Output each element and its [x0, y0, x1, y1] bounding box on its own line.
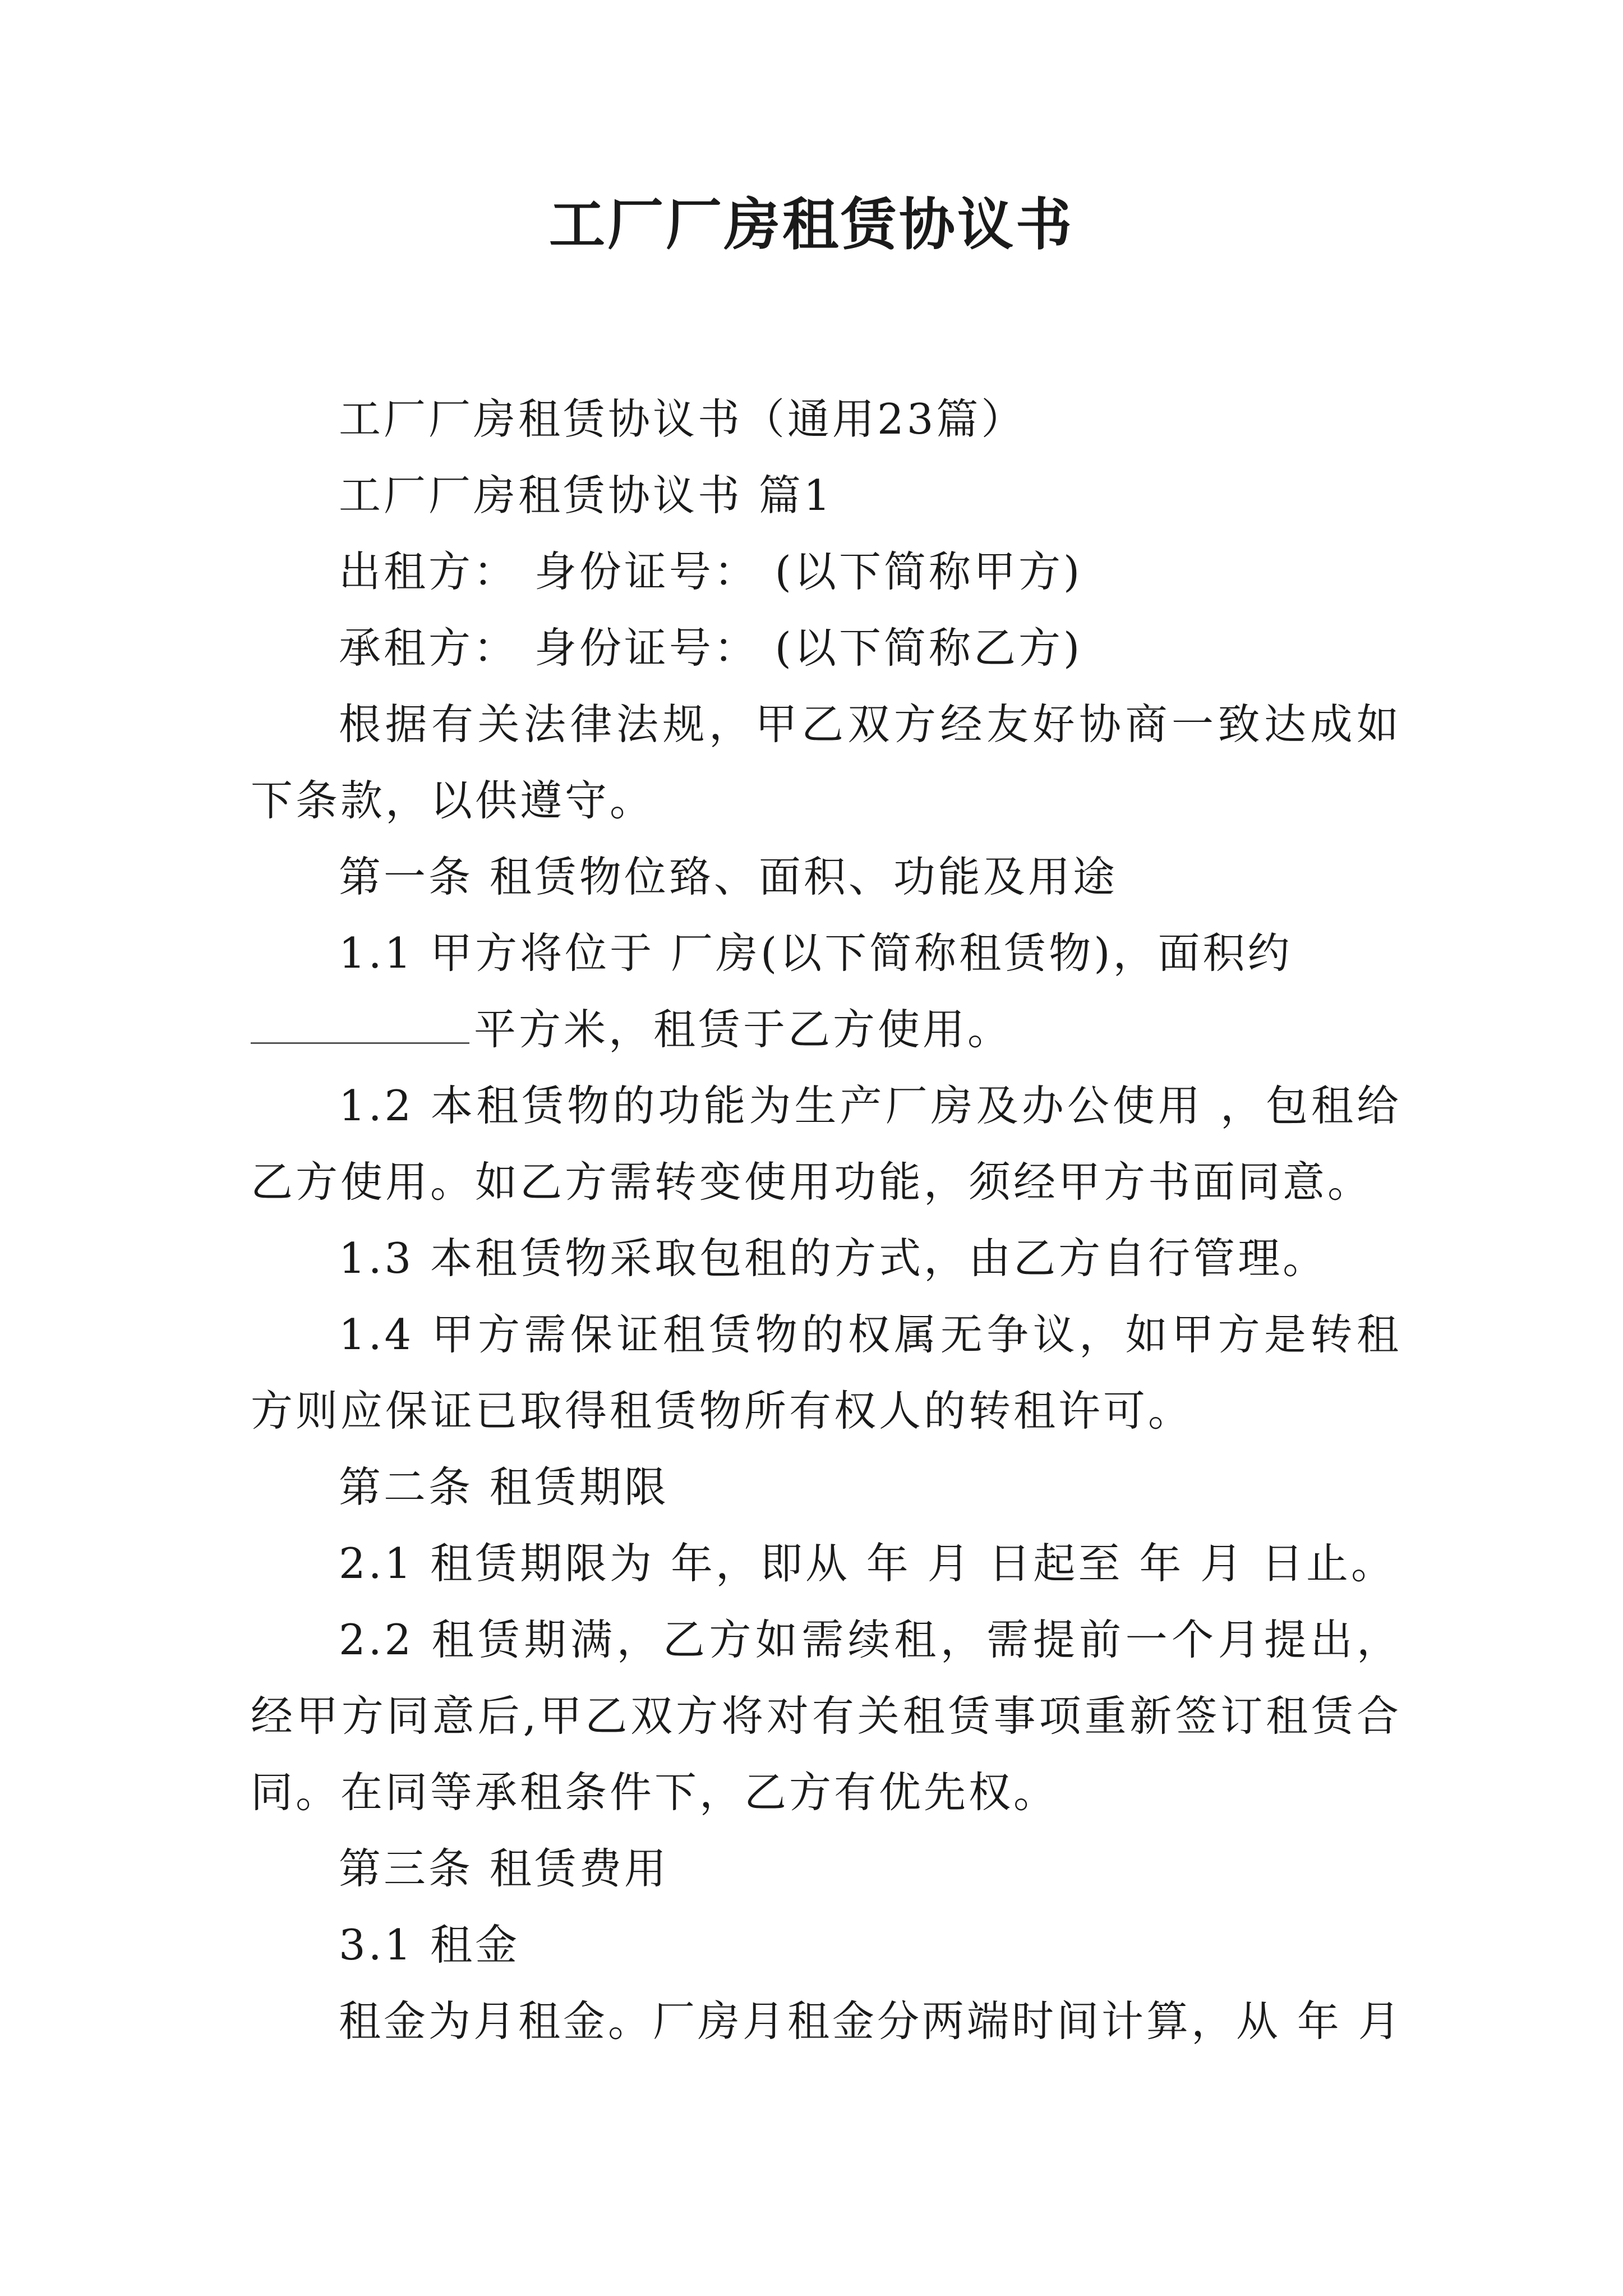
clause-1-1-text-end: 平方米，租赁于乙方使用。 — [474, 1005, 1013, 1054]
paragraph-clause-1-1 — [251, 915, 1401, 1068]
paragraph-clause-2-1: 2.1 租赁期限为 年，即从 年 月 日起至 年 月 日止。 — [339, 1539, 1396, 1588]
paragraph-article-3-heading: 第三条 租赁费用 — [339, 1844, 669, 1893]
document-title: 工厂厂房租赁协议书 — [549, 191, 1074, 257]
paragraph-article-1-heading: 第一条 租赁物位臵、面积、功能及用途 — [339, 852, 1118, 901]
document-body — [251, 381, 1401, 2059]
paragraph-clause-3-1: 3.1 租金 — [339, 1920, 520, 1970]
clause-1-1-text: 1.1 甲方将位于 厂房(以下简称租赁物)，面积约 — [339, 928, 1293, 978]
area-blank-line — [251, 1037, 469, 1044]
paragraph-clause-1-4: 1.4 甲方需保证租赁物的权属无争议，如甲方是转租方则应保证已取得租赁物所有权人的转租许可。 — [251, 1310, 1401, 1435]
paragraph-preamble: 根据有关法律法规，甲乙双方经友好协商一致达成如下条款，以供遵守。 — [251, 700, 1401, 825]
paragraph-part-heading: 工厂厂房租赁协议书 篇1 — [339, 471, 833, 520]
paragraph-clause-1-2: 1.2 本租赁物的功能为生产厂房及办公使用 ，包租给乙方使用。如乙方需转变使用功能，须经甲方书面同意。 — [251, 1081, 1401, 1207]
paragraph-subtitle: 工厂厂房租赁协议书（通用23篇） — [339, 394, 1026, 444]
paragraph-rent-description: 租金为月租金。厂房月租金分两端时间计算，从 年 月 — [339, 1996, 1403, 2046]
paragraph-lessee: 承租方： 身份证号： (以下简称乙方) — [339, 623, 1083, 673]
paragraph-clause-2-2: 2.2 租赁期满，乙方如需续租，需提前一个月提出，经甲方同意后,甲乙双方将对有关租赁事项重新签订租赁合同。在同等承租条件下，乙方有优先权。 — [251, 1615, 1401, 1817]
paragraph-article-2-heading: 第二条 租赁期限 — [339, 1462, 669, 1512]
paragraph-clause-1-3: 1.3 本租赁物采取包租的方式，由乙方自行管理。 — [339, 1234, 1328, 1283]
paragraph-lessor: 出租方： 身份证号： (以下简称甲方) — [339, 547, 1083, 596]
clause-1-1-continuation — [251, 991, 1401, 1068]
